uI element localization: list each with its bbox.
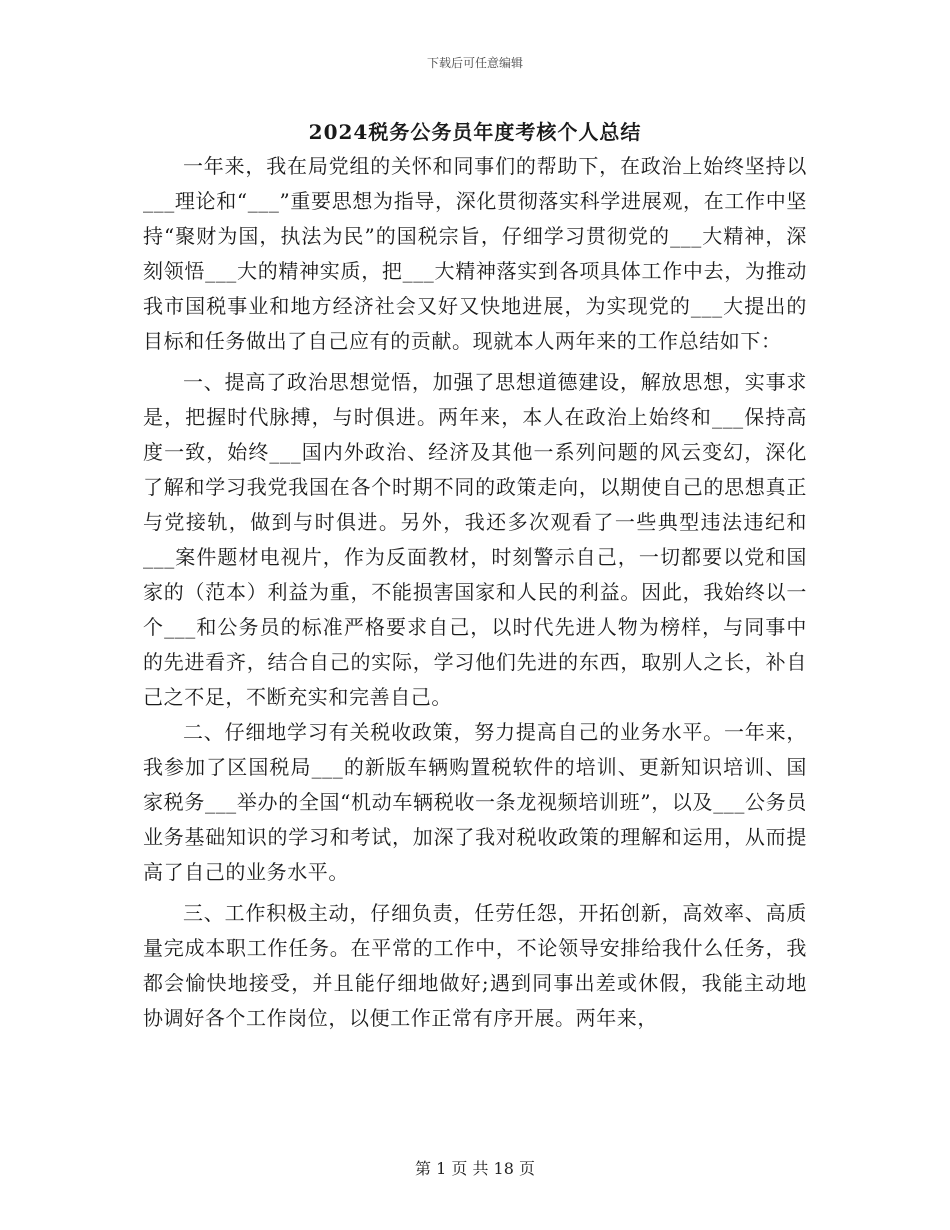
- paragraph-section-1: 一、提高了政治思想觉悟，加强了思想道德建设，解放思想，实事求是，把握时代脉搏，与时俱进。两年来，本人在政治上始终和___保持高度一致，始终___国内外政治、经济及其他一系列问题的风云变幻，深化了解和学习我党我国在各个时期不同的政策走向，以期使自己的思想真正与党接轨，做到与时俱进。另外，我还多次观看了一些典型违法违纪和___案件题材电视片，作为反面教材，时刻警示自己，一切都要以党和国家的（范本）利益为重，不能损害国家和人民的利益。因此，我始终以一个___和公务员的标准严格要求自己，以时代先进人物为榜样，与同事中的先进看齐，结合自己的实际，学习他们先进的东西，取别人之长，补自己之不足，不断充实和完善自己。: [143, 370, 807, 709]
- paragraph-section-3: 三、工作积极主动，仔细负责，任劳任怨，开拓创新，高效率、高质量完成本职工作任务。在平常的工作中，不论领导安排给我什么任务，我都会愉快地接受，并且能仔细地做好;遇到同事出差或休假，我能主动地协调好各个工作岗位，以便工作正常有序开展。两年来，: [143, 901, 807, 1030]
- paragraph-intro: 一年来，我在局党组的关怀和同事们的帮助下，在政治上始终坚持以___理论和“___”重要思想为指导，深化贯彻落实科学进展观，在工作中坚持“聚财为国，执法为民”的国税宗旨，仔细学习贯彻党的___大精神，深刻领悟___大的精神实质，把___大精神落实到各项具体工作中去，为推动我市国税事业和地方经济社会又好又快地进展，为实现党的___大提出的目标和任务做出了自己应有的贡献。现就本人两年来的工作总结如下：: [143, 154, 807, 353]
- paragraph-section-2: 二、仔细地学习有关税收政策，努力提高自己的业务水平。一年来，我参加了区国税局___的新版车辆购置税软件的培训、更新知识培训、国家税务___举办的全国“机动车辆税收一条龙视频培训班”，以及___公务员业务基础知识的学习和考试，加深了我对税收政策的理解和运用，从而提高了自己的业务水平。: [143, 720, 807, 884]
- document-body: [143, 149, 807, 1036]
- header-note: 下载后可任意编辑: [426, 56, 523, 70]
- document-title: 2024税务公务员年度考核个人总结: [308, 120, 642, 144]
- page-number: 第 1 页 共 18 页: [415, 1159, 535, 1178]
